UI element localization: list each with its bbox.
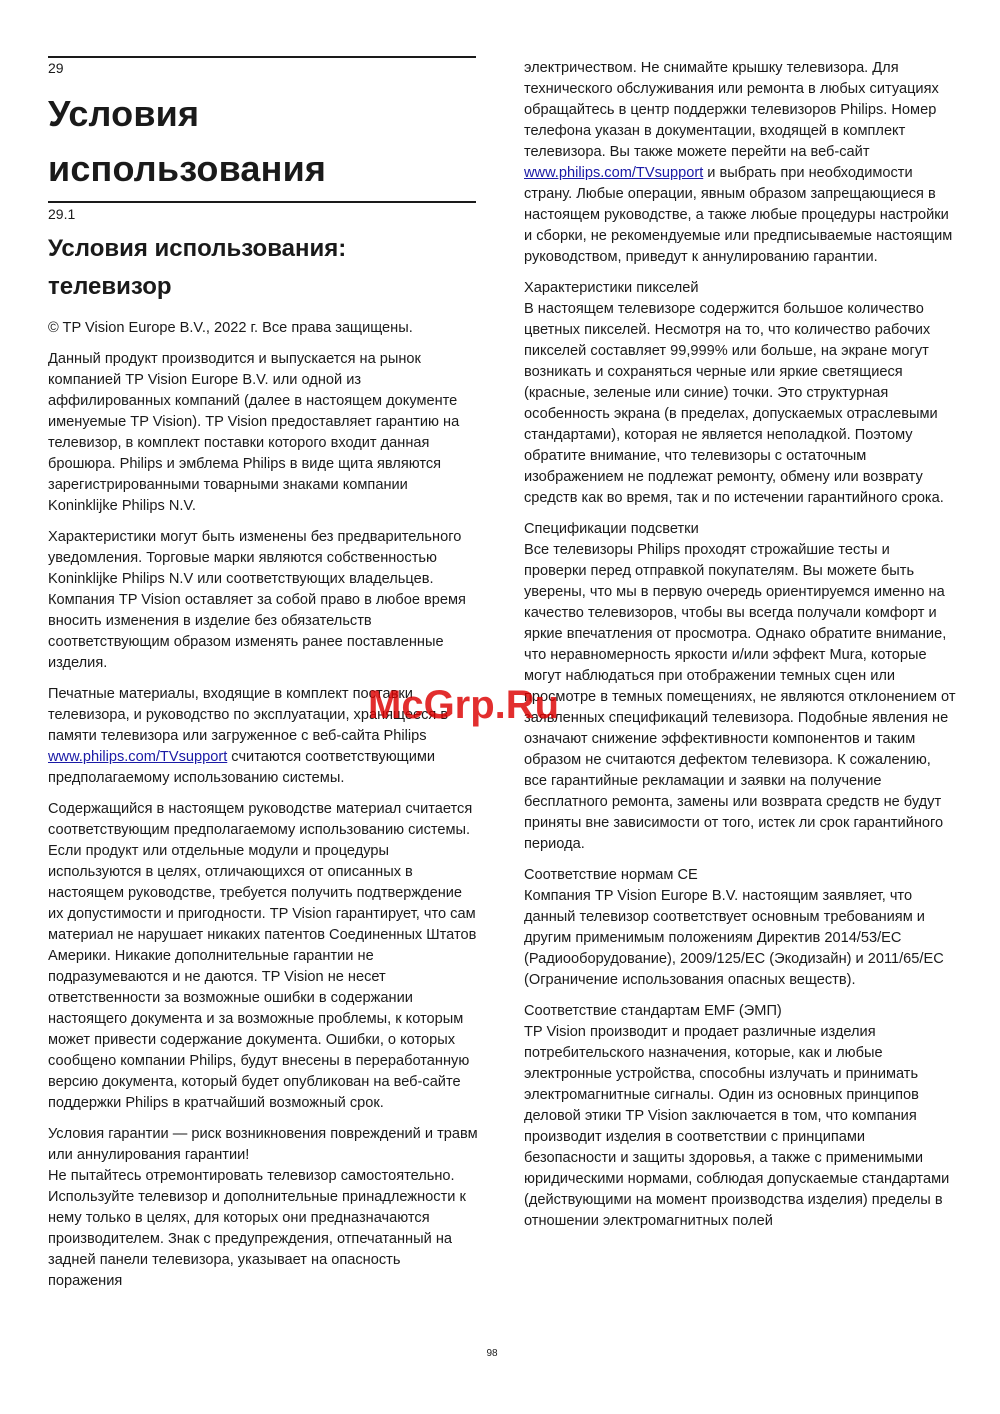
paragraph-specifications: Характеристики могут быть изменены без предварительного уведомления. Торговые марки являются собственностью Koninklijke Philips N.V или соответствующих владельцев. Компания TP Vision оставляет за собой право в любое время вносить изменения в изделие без обязательств соответствующим образом изменять ранее поставленные изделия. xyxy=(48,529,466,671)
section-top-rule xyxy=(48,201,476,203)
ce-heading: Соответствие нормам CE xyxy=(524,867,698,883)
backlight-body: Все телевизоры Philips проходят строжайшие тесты и проверки перед отправкой покупателям. Вы можете быть уверены, что мы в первую очередь ориентируемся именно на качество телевизоров, чтобы вы всегда получали комфорт и яркие впечатления от просмотра. Однако обратите внимание, что неравномерность яркости и/или эффект Mura, которые могут наблюдаться при отображении темных сцен или просмотре в темных помещениях, не являются отклонением от заявленных спецификаций телевизора. Подобные явления не означают снижение эффективности компонентов и таким образом не считаются дефектом телевизора. К сожалению, все гарантийные рекламации и заявки на получение бесплатного ремонта, замены или возврата средств не будут приняты вне зависимости от того, истек ли срок гарантийного периода. xyxy=(524,542,956,852)
right-column xyxy=(524,58,956,1242)
paragraph-intended-use: Содержащийся в настоящем руководстве материал считается соответствующим предполагаемому использованию системы. Если продукт или отдельные модули и процедуры используются в целях, отличающихся от описанных в настоящем руководстве, требуется получить подтверждение их допустимости и пригодности. TP Vision гарантирует, что сам материал не нарушает никаких патентов Соединенных Штатов Америки. Никакие дополнительные гарантии не подразумеваются и не даются. TP Vision не несет ответственности за возможные ошибки в содержании настоящего документа и за возможные проблемы, к которым может привести содержание документа. Ошибки, о которых сообщено компании Philips, будут внесены в переработанную версию документа, который будет опубликован на веб-сайте поддержки Philips в кратчайший возможный срок. xyxy=(48,801,477,1111)
copyright-line: © TP Vision Europe B.V., 2022 г. Все права защищены. xyxy=(48,320,413,336)
page-number: 98 xyxy=(486,1348,498,1359)
paragraph-warranty-terms xyxy=(48,1124,478,1292)
pixels-heading: Характеристики пикселей xyxy=(524,280,699,296)
chapter-title-line1: Условия xyxy=(48,93,200,134)
backlight-heading: Спецификации подсветки xyxy=(524,521,699,537)
section-title-line2: телевизор xyxy=(48,273,172,300)
section-title xyxy=(48,230,476,306)
warranty-warning-title: Условия гарантии — риск возникновения повреждений и травм или аннулирования гарантии! xyxy=(48,1126,478,1163)
printed-materials-text-start: Печатные материалы, входящие в комплект поставки телевизора, и руководство по эксплуатации, хранящееся в памяти телевизора или загруженное с веб-сайта Philips xyxy=(48,686,449,744)
warranty-warning-body: Не пытайтесь отремонтировать телевизор самостоятельно. Используйте телевизор и дополнительные принадлежности к нему только в целях, для которых они предназначаются производителем. Знак с предупреждения, отпечатанный на задней панели телевизора, указывает на опасность поражения xyxy=(48,1168,466,1289)
electric-shock-text-start: электричеством. Не снимайте крышку телевизора. Для технического обслуживания или ремонта в любых ситуациях обращайтесь в центр поддержки телевизоров Philips. Номер телефона указан в документации, входящей в комплект телевизора. Вы также можете перейти на веб-сайт xyxy=(524,60,939,160)
electric-shock-text-end: и выбрать при необходимости страну. Любые операции, явным образом запрещающиеся в настоящем руководстве, а также любые процедуры настройки и сборки, не рекомендуемые или предписываемые настоящим руководством, приведут к аннулированию гарантии. xyxy=(524,165,953,265)
philips-support-link-2[interactable]: www.philips.com/TVsupport xyxy=(524,165,704,181)
chapter-number: 29 xyxy=(48,60,64,76)
chapter-title-line2: использования xyxy=(48,148,327,189)
pixels-section xyxy=(524,278,956,509)
paragraph-electric-shock xyxy=(524,58,956,268)
emf-section xyxy=(524,1001,956,1232)
left-column xyxy=(48,318,478,1302)
ce-body: Компания TP Vision Europe B.V. настоящим заявляет, что данный телевизор соответствует основным требованиям и другим применимым положениям Директив 2014/53/EC (Радиооборудование), 2009/125/EC (Экодизайн) и 2011/65/EC (Ограничение использования опасных веществ). xyxy=(524,888,944,988)
paragraph-manufacturer: Данный продукт производится и выпускается на рынок компанией TP Vision Europe B.V. или одной из аффилированных компаний (далее в настоящем документе именуемые TP Vision). TP Vision предоставляет гарантию на телевизор, в комплект поставки которого входит данная брошюра. Philips и эмблема Philips в виде щита являются зарегистрированными товарными знаками компании Koninklijke Philips N.V. xyxy=(48,351,460,514)
printed-materials-text-end: считаются соответствующими предполагаемому использованию системы. xyxy=(48,749,436,786)
philips-support-link[interactable]: www.philips.com/TVsupport xyxy=(48,749,228,765)
site-watermark: McGrp.Ru xyxy=(368,683,560,727)
emf-heading: Соответствие стандартам EMF (ЭМП) xyxy=(524,1003,782,1019)
section-title-line1: Условия использования: xyxy=(48,235,347,262)
backlight-section xyxy=(524,519,956,855)
pixels-body: В настоящем телевизоре содержится большое количество цветных пикселей. Несмотря на то, что количество рабочих пикселей составляет 99,999% или больше, на экране могут возникать и сохраняться черные или яркие светящиеся (красные, зеленые или синие) точки. Это структурная особенность экрана (в пределах, допускаемых отраслевыми стандартами), которая не является неполадкой. Поэтому обратите внимание, что телевизоры с остаточным изображением не подлежат ремонту, обмену или возврату средств как во время, так и по истечении гарантийного срока. xyxy=(524,301,944,506)
ce-section xyxy=(524,865,956,991)
emf-body: TP Vision производит и продает различные изделия потребительского назначения, которые, как и любые электронные устройства, способны излучать и принимать электромагнитные сигналы. Один из основных принципов деловой этики TP Vision заключается в том, что компания производит изделия в соответствии с принципами безопасности и защиты здоровья, а также с применимыми юридическими нормами, соблюдая допускаемые стандартами (действующими на момент производства изделия) пределы в отношении электромагнитных полей xyxy=(524,1024,950,1229)
section-number: 29.1 xyxy=(48,206,76,222)
chapter-top-rule xyxy=(48,56,476,58)
chapter-title xyxy=(48,86,326,196)
